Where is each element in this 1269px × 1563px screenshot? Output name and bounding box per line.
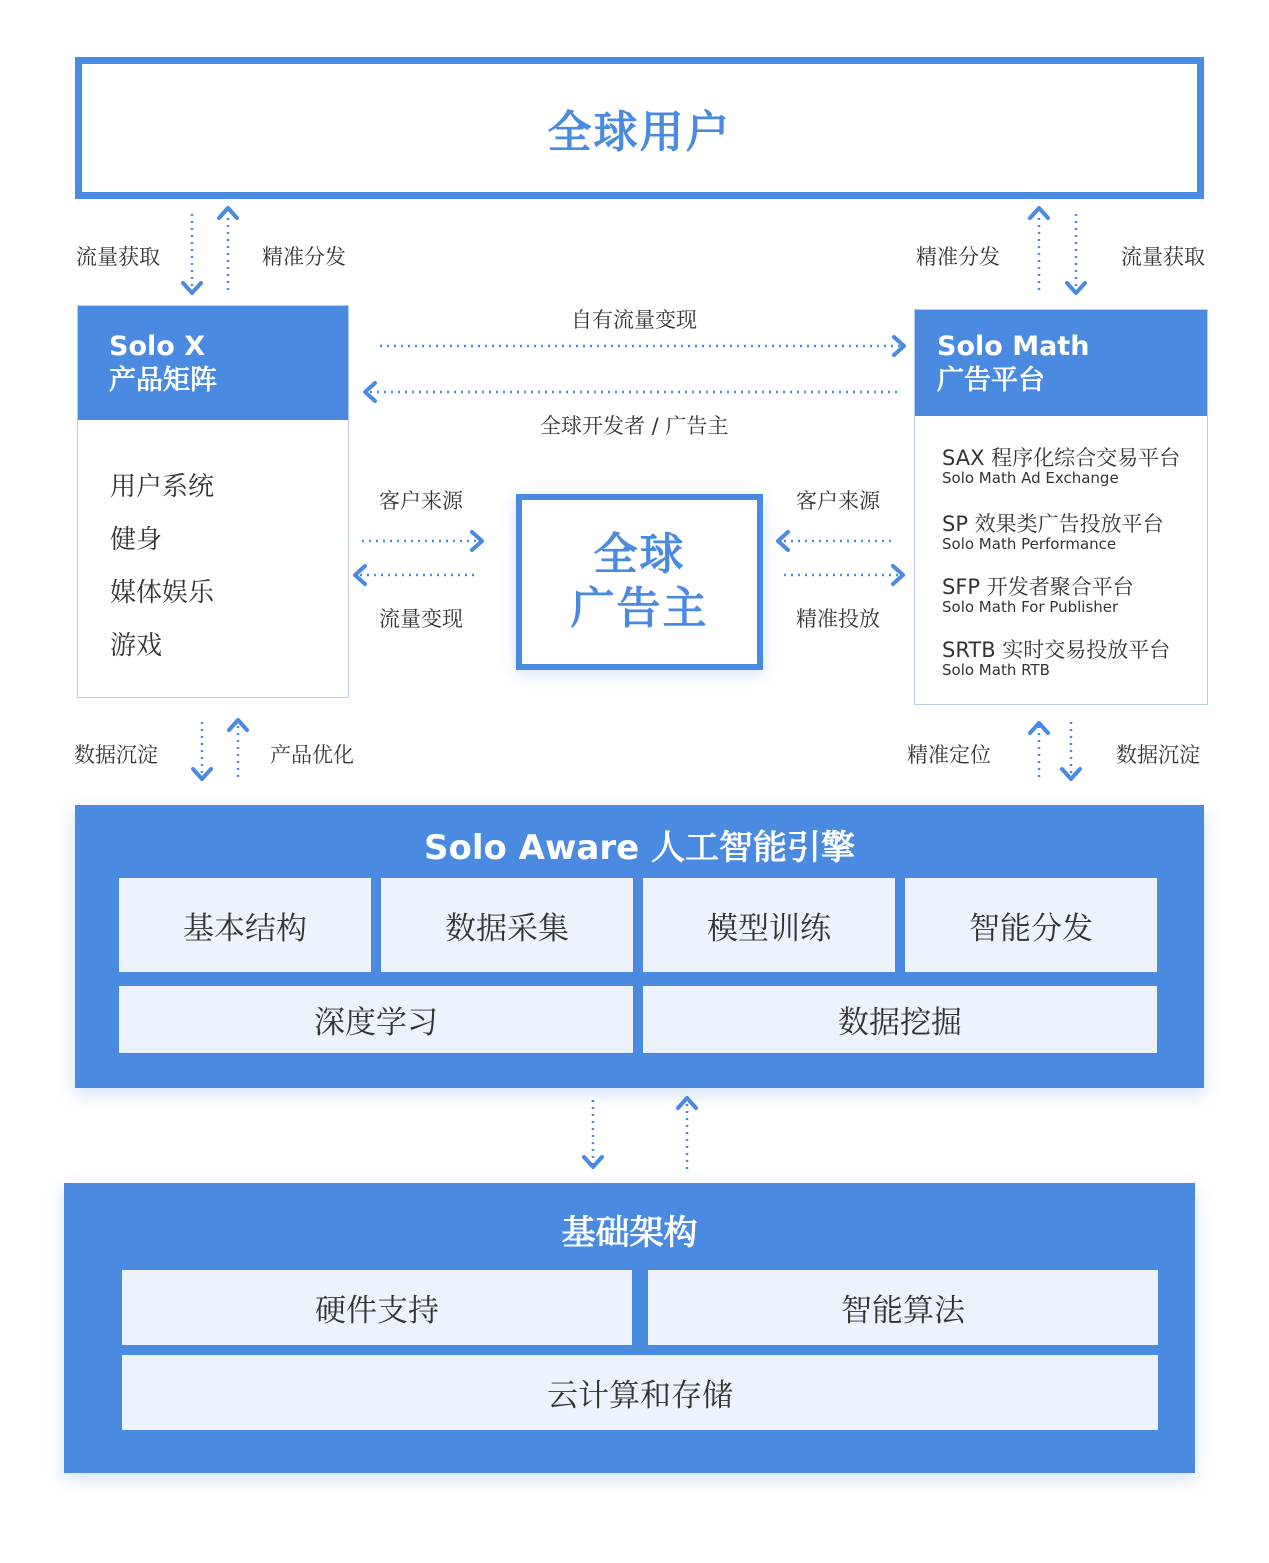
arrowhead-top-right-up (1030, 208, 1048, 218)
engine-cell-smart-distribution: 智能分发 (905, 878, 1157, 972)
engine-cell-basic-structure: 基本结构 (119, 878, 371, 972)
label-own-traffic-monetize: 自有流量变现 (571, 308, 697, 332)
solo-math-title: Solo Math (937, 331, 1090, 362)
arrowhead-own-traffic (894, 337, 904, 355)
arrowhead-mid-left-down (193, 769, 211, 779)
engine-cell-data-collection: 数据采集 (381, 878, 633, 972)
label-traffic-monetize: 流量变现 (379, 607, 463, 631)
solo-x-item-fitness: 健身 (110, 525, 163, 555)
arrowhead-mid-right-up (1030, 723, 1048, 733)
solo-x-title: Solo X (109, 331, 206, 362)
ai-engine-panel (75, 805, 1204, 1088)
arrowhead-global-developers (365, 383, 375, 401)
solo-x-item-media: 媒体娱乐 (110, 578, 215, 608)
global-users-title: 全球用户 (547, 107, 732, 158)
label-data-settle-left: 数据沉淀 (74, 743, 158, 767)
arrowhead-engine-down (584, 1157, 602, 1167)
solo-math-panel (914, 309, 1208, 705)
solo-math-item-sfp-title: SFP 开发者聚合平台 (942, 575, 1134, 599)
engine-cell-deep-learning: 深度学习 (119, 986, 633, 1053)
label-traffic-acquire-right: 流量获取 (1121, 245, 1205, 269)
label-precise-targeting: 精准定位 (907, 743, 991, 767)
solo-x-subtitle: 产品矩阵 (109, 365, 217, 396)
arrowhead-mid-right-down (1062, 769, 1080, 779)
infra-cell-smart-algorithm: 智能算法 (648, 1270, 1158, 1345)
arrowhead-precise-delivery (893, 566, 903, 584)
solo-math-item-sax-title: SAX 程序化综合交易平台 (942, 446, 1181, 470)
label-data-settle-right: 数据沉淀 (1116, 743, 1200, 767)
arrowhead-top-right-down (1067, 283, 1085, 293)
arrowhead-customer-source-right (778, 532, 788, 550)
solo-math-header (915, 310, 1207, 416)
solo-math-item-sax-subtitle: Solo Math Ad Exchange (942, 469, 1119, 487)
arrowhead-mid-left-up (229, 720, 247, 730)
label-precise-delivery: 精准投放 (796, 607, 880, 631)
label-global-developers-advertisers: 全球开发者 / 广告主 (540, 414, 729, 438)
solo-x-header (78, 306, 348, 420)
ai-engine-title: Solo Aware 人工智能引擎 (423, 828, 856, 868)
global-advertisers-line2: 广告主 (570, 583, 709, 634)
solo-x-item-games: 游戏 (110, 631, 163, 661)
engine-cell-model-training: 模型训练 (643, 878, 895, 972)
global-advertisers-box (516, 494, 763, 670)
infrastructure-panel (64, 1183, 1195, 1473)
infrastructure-title: 基础架构 (561, 1213, 698, 1253)
label-traffic-acquire-left: 流量获取 (76, 245, 160, 269)
solo-math-item-srtb-title: SRTB 实时交易投放平台 (942, 638, 1171, 662)
infra-cell-cloud-storage: 云计算和存储 (122, 1355, 1158, 1430)
infra-cell-hardware: 硬件支持 (122, 1270, 632, 1345)
global-users-box (75, 57, 1204, 199)
engine-cell-data-mining: 数据挖掘 (643, 986, 1157, 1053)
label-customer-source-left: 客户来源 (379, 489, 463, 513)
solo-x-panel (77, 305, 349, 698)
solo-math-item-sfp-subtitle: Solo Math For Publisher (942, 598, 1119, 616)
solo-x-item-user-system: 用户系统 (110, 472, 215, 502)
solo-math-item-srtb-subtitle: Solo Math RTB (942, 661, 1050, 679)
label-customer-source-right: 客户来源 (796, 489, 880, 513)
arrowhead-top-left-up (219, 208, 237, 218)
arrowhead-top-left-down (183, 283, 201, 293)
arrowhead-infra-up (678, 1098, 696, 1108)
label-product-optimize: 产品优化 (270, 743, 354, 767)
arrowhead-traffic-monetize (355, 566, 365, 584)
label-precise-distribute-right: 精准分发 (916, 245, 1000, 269)
label-precise-distribute-left: 精准分发 (262, 245, 346, 269)
solo-math-subtitle: 广告平台 (937, 365, 1045, 396)
solo-math-item-sp-title: SP 效果类广告投放平台 (942, 512, 1164, 536)
arrowhead-customer-source-left (472, 532, 482, 550)
solo-math-item-sp-subtitle: Solo Math Performance (942, 535, 1117, 553)
global-advertisers-line1: 全球 (593, 529, 686, 580)
